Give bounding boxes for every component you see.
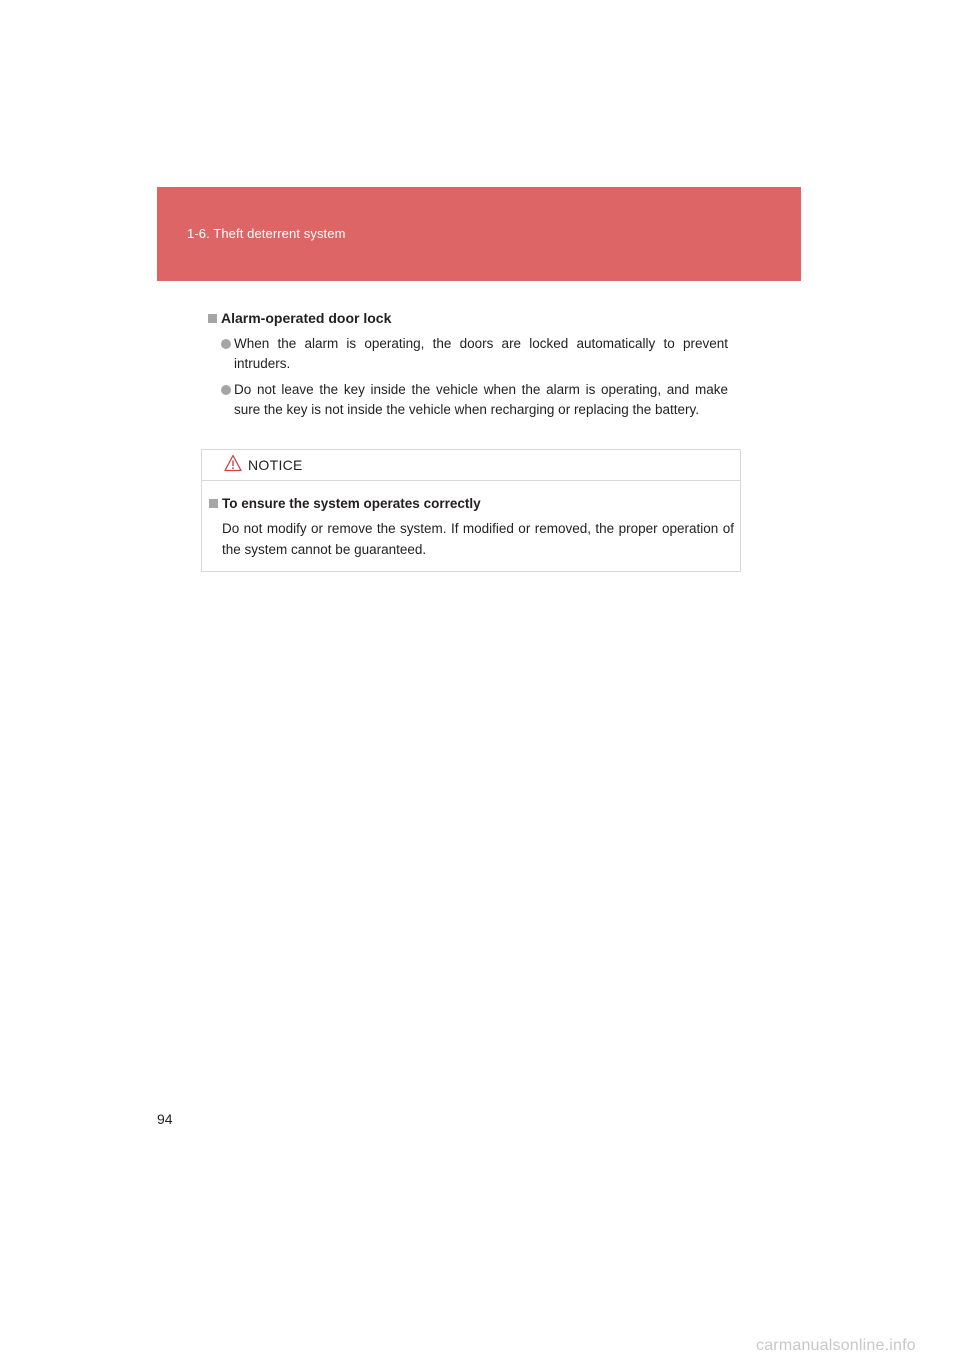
header-band: [157, 187, 801, 281]
section-heading: [208, 308, 728, 328]
round-bullet-icon: [221, 385, 231, 395]
page-number: 94: [157, 1111, 173, 1127]
square-bullet-icon: [208, 314, 217, 323]
notice-box: [201, 449, 741, 572]
notice-title: NOTICE: [248, 457, 303, 473]
list-item: [208, 334, 728, 374]
notice-body: [202, 481, 740, 560]
bullet-text: Do not leave the key inside the vehicle when the alarm is operating, and make sure the key is not inside the vehicle when recharging or replacing the battery.: [234, 382, 728, 417]
section-heading-text: Alarm-operated door lock: [221, 310, 392, 326]
round-bullet-icon: [221, 339, 231, 349]
notice-subheading-text: To ensure the system operates correctly: [222, 495, 481, 511]
bullet-text: When the alarm is operating, the doors are locked automatically to prevent intruders.: [234, 336, 728, 371]
notice-text: Do not modify or remove the system. If modified or removed, the proper operation of the system cannot be guaranteed.: [222, 521, 734, 557]
warning-triangle-icon: [224, 454, 242, 477]
alarm-door-lock-section: [208, 308, 728, 420]
square-bullet-icon: [209, 499, 218, 508]
section-title: 1-6. Theft deterrent system: [187, 226, 346, 241]
notice-header: [202, 450, 740, 481]
watermark: carmanualsonline.info: [756, 1337, 916, 1354]
list-item: [208, 380, 728, 420]
notice-subheading: [209, 493, 734, 513]
